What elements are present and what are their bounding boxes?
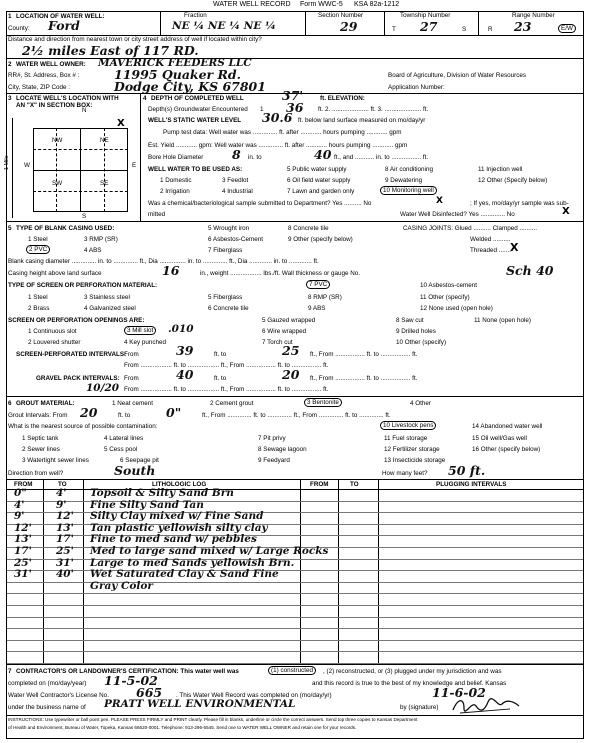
- spi-from-label: From: [124, 351, 139, 358]
- use-5[interactable]: 5 Public water supply: [287, 166, 347, 173]
- grout-2[interactable]: 2 Cement grout: [210, 400, 254, 407]
- spi-to-label: ft. to: [214, 351, 227, 358]
- log-row-description[interactable]: Topsoil & Silty Sand Brn: [90, 487, 234, 499]
- bore-rest: ft., and ........... in. to ................. ft.: [334, 154, 429, 161]
- county-value[interactable]: Ford: [48, 18, 80, 33]
- groundwater-value[interactable]: 36: [286, 100, 304, 115]
- north-label: N: [82, 107, 87, 114]
- license-label: Water Well Contractor's License No.: [8, 692, 109, 699]
- locate-label-1: LOCATE WELL'S LOCATION WITH: [16, 95, 119, 102]
- log-row-description[interactable]: Fine to med sand w/ pebbles: [90, 533, 257, 546]
- signature-mark: [450, 694, 522, 716]
- use-label: WELL WATER TO BE USED AS:: [148, 166, 243, 173]
- opening-6[interactable]: 6 Wire wrapped: [262, 328, 307, 335]
- screen-5[interactable]: 5 Fiberglass: [208, 294, 243, 301]
- groundwater-label: Depth(s) Groundwater Encountered: [148, 106, 248, 113]
- contam-14[interactable]: 14 Abandoned water well: [472, 423, 543, 430]
- csz-value[interactable]: Dodge City, KS 67801: [114, 79, 266, 94]
- gpi-from-value[interactable]: 40: [176, 367, 194, 382]
- opening-3-circled[interactable]: 3 Mill slot: [124, 327, 156, 334]
- township-label: Township Number: [400, 12, 451, 19]
- grout-from-value[interactable]: 20: [80, 405, 98, 420]
- spi-to-value[interactable]: 25: [282, 343, 300, 358]
- how-many-feet-value[interactable]: 50 ft.: [448, 463, 486, 478]
- bore-to-value[interactable]: 40: [314, 147, 332, 162]
- certification-rest: , (2) reconstructed, or (3) plugged under my jurisdiction and was: [323, 668, 502, 675]
- mile-label: 1 Mile: [4, 155, 10, 170]
- log-row-description[interactable]: Med to large sand mixed w/ Large Rocks: [90, 545, 329, 557]
- ksa-number: KSA 82a-1212: [354, 1, 400, 8]
- log-row-from[interactable]: 9': [14, 510, 25, 523]
- casing-7[interactable]: 7 Fiberglass: [208, 247, 243, 254]
- license-rest: . This Water Well Record was completed on (mo/day/yr): [176, 692, 332, 699]
- bore-in: in. to: [248, 154, 262, 161]
- log-rule: [7, 605, 583, 606]
- casing-6[interactable]: 6 Asbestos-Cement: [208, 236, 263, 243]
- log-rule: [7, 651, 583, 652]
- grout-to-label: ft. to: [118, 412, 131, 419]
- log-rule: [7, 640, 583, 641]
- sw-label: SW: [52, 180, 63, 187]
- gauge-value[interactable]: Sch 40: [506, 263, 554, 278]
- section-7-number: 7: [8, 668, 12, 675]
- gpi-from-label: From: [124, 375, 139, 382]
- groundwater-rest: ft. 2. ..................... ft. 3. ..................... ft.: [318, 106, 429, 113]
- plug-to-header: TO: [350, 481, 359, 488]
- contam-6[interactable]: 6 Seepage pit: [120, 457, 159, 464]
- use-8[interactable]: 8 Air conditioning: [385, 166, 433, 173]
- grout-1[interactable]: 1 Neat cement: [112, 400, 153, 407]
- depth-value[interactable]: 37': [282, 88, 304, 103]
- casing-1[interactable]: 1 Steel: [28, 236, 48, 243]
- static-value[interactable]: 30.6: [262, 110, 293, 125]
- use-3[interactable]: 3 Feedlot: [222, 177, 249, 184]
- use-7[interactable]: 7 Lawn and garden only: [287, 188, 355, 195]
- range-value[interactable]: 23: [514, 19, 532, 34]
- distance-label: Distance and direction from nearest town or city street address of well if located within city?: [8, 36, 262, 43]
- log-rule: [7, 593, 583, 594]
- location-x-mark: X: [117, 118, 125, 129]
- gpi-to-value[interactable]: 20: [282, 367, 300, 382]
- chem-question: Was a chemical/bacteriological sample submitted to Department? Yes .......... No: [148, 200, 372, 207]
- contam-10-circled[interactable]: 10 Livestock pens: [380, 422, 436, 429]
- fraction-value[interactable]: NE ¼ NE ¼ NE ¼: [172, 20, 276, 32]
- completed-on-value[interactable]: 11-5-02: [104, 673, 158, 688]
- csz-label: City, State, ZIP Code :: [8, 84, 71, 91]
- section-number-label: Section Number: [318, 12, 364, 19]
- threaded-label: Threaded .......: [470, 247, 511, 254]
- log-row-description[interactable]: Fine Silty Sand Tan: [90, 498, 204, 511]
- log-row-from[interactable]: 31': [14, 568, 32, 581]
- opening-2[interactable]: 2 Louvered shutter: [28, 339, 81, 346]
- contam-3[interactable]: 3 Watertight sewer lines: [22, 457, 89, 464]
- static-rest: ft. below land surface measured on mo/day/yr: [298, 117, 426, 124]
- chem-rest: ; If yes, mo/day/yr sample was sub-: [470, 200, 569, 207]
- log-row-to[interactable]: 17': [56, 533, 74, 546]
- nw-label: NW: [52, 137, 63, 144]
- contam-4[interactable]: 4 Lateral lines: [104, 435, 144, 442]
- log-row-from[interactable]: 25': [14, 556, 32, 569]
- instructions-line-1: INSTRUCTIONS: Use typewriter or ball point pen. PLEASE PRESS FIRMLY and PRINT clearly. Please fill in blanks, underline or circle the correct answers. Send top three copies to Kansas Department: [8, 717, 418, 722]
- screen-10[interactable]: 10 Asbestos-cement: [420, 282, 478, 289]
- section-3-number: 3: [8, 95, 12, 102]
- gpi-row-2: From .................. ft. to .................. ft., From ................. ft. to ................. ft.: [124, 386, 329, 393]
- log-rule: [7, 628, 583, 629]
- casing-joints: CASING JOINTS: Glued .......... Clamped ..........: [403, 225, 538, 232]
- completed-on-label: completed on (mo/day/year): [8, 680, 87, 687]
- grout-to-value[interactable]: 0": [166, 405, 182, 420]
- log-row-to[interactable]: 31': [56, 556, 74, 569]
- grout-4[interactable]: 4 Other: [410, 400, 431, 407]
- screen-intervals-label: SCREEN-PERFORATED INTERVALS:: [16, 351, 127, 358]
- business-name-value[interactable]: PRATT WELL ENVIRONMENTAL: [104, 698, 296, 710]
- screen-7-circled[interactable]: 7 PVC: [306, 281, 330, 288]
- log-row-to[interactable]: 25': [56, 545, 74, 557]
- casing-3[interactable]: 3 RMP (SR): [84, 236, 118, 243]
- log-to-header: TO: [58, 481, 67, 488]
- chem-no-x: X: [436, 196, 443, 206]
- section-6-number: 6: [8, 400, 12, 407]
- direction-label: Direction from well?: [8, 470, 64, 477]
- casing-label: TYPE OF BLANK CASING USED:: [16, 225, 115, 232]
- locate-label-2: AN "X" IN SECTION BOX:: [16, 102, 93, 109]
- south-label: S: [82, 213, 87, 220]
- contam-12[interactable]: 12 Fertilizer storage: [384, 446, 440, 453]
- contam-8[interactable]: 8 Sewage lagoon: [258, 446, 307, 453]
- opening-9[interactable]: 9 Drilled holes: [396, 328, 436, 335]
- grout-intervals-label: Grout Intervals: From: [8, 412, 68, 419]
- se-label: SE: [100, 180, 109, 187]
- location-label: LOCATION OF WATER WELL:: [16, 13, 105, 20]
- constructed-circled[interactable]: (1) constructed: [268, 667, 316, 674]
- screen-material-label: TYPE OF SCREEN OR PERFORATION MATERIAL:: [8, 282, 158, 289]
- plugging-intervals-header: PLUGGING INTERVALS: [436, 481, 507, 488]
- gpi-to-label: ft. to: [214, 375, 227, 382]
- township-s: S: [462, 26, 467, 33]
- bore-label: Bore Hole Diameter: [148, 154, 204, 161]
- screen-11[interactable]: 11 Other (specify): [420, 294, 470, 301]
- contam-7[interactable]: 7 Pit privy: [258, 435, 286, 442]
- disinfected-no-x: X: [562, 206, 570, 217]
- log-from-header: FROM: [14, 481, 33, 488]
- grout-rest: ft., From .............. ft. to .............. ft., From .............. ft. to .............. ft.: [202, 412, 391, 419]
- section-2-number: 2: [8, 61, 12, 68]
- log-row-description[interactable]: Silty Clay mixed w/ Fine Sand: [90, 510, 264, 523]
- casing-height-label: Casing height above land surface: [8, 270, 102, 277]
- lithologic-log-header: LITHOLOGIC LOG: [152, 481, 207, 488]
- gravel-size-value[interactable]: 10/20: [86, 382, 120, 394]
- contam-5[interactable]: 5 Cess pool: [104, 446, 138, 453]
- application-number-label: Application Number:: [388, 84, 445, 91]
- welded-label: Welded ..........: [470, 236, 511, 243]
- gravel-intervals-label: GRAVEL PACK INTERVALS:: [36, 375, 120, 382]
- log-row-from[interactable]: 13': [14, 533, 32, 546]
- mitted-label: mitted: [148, 211, 166, 218]
- ne-label: NE: [100, 137, 109, 144]
- use-9[interactable]: 9 Dewatering: [385, 177, 423, 184]
- plug-from-header: FROM: [310, 481, 329, 488]
- spi-rest: ft., From ................. ft. to ................. ft.: [310, 351, 418, 358]
- log-row-from[interactable]: 17': [14, 545, 32, 557]
- casing-5[interactable]: 5 Wrought iron: [208, 225, 250, 232]
- spi-from-value[interactable]: 39: [176, 343, 194, 358]
- log-row-from[interactable]: 12': [14, 521, 32, 534]
- groundwater-1: 1: [260, 106, 264, 113]
- contam-16[interactable]: 16 Other (specify below): [472, 446, 541, 453]
- license-value[interactable]: 665: [136, 685, 163, 700]
- address-value[interactable]: 11995 Quaker Rd.: [114, 67, 241, 82]
- openings-label: SCREEN OR PERFORATION OPENINGS ARE:: [8, 317, 145, 324]
- use-1[interactable]: 1 Domestic: [160, 177, 192, 184]
- elevation-label: ft. ELEVATION:: [320, 95, 365, 102]
- section-5-number: 5: [8, 225, 12, 232]
- direction-value[interactable]: South: [114, 463, 156, 478]
- contam-15[interactable]: 15 Oil well/Gas well: [472, 435, 527, 442]
- casing-height-value[interactable]: 16: [162, 263, 180, 278]
- owner-value[interactable]: MAVERICK FEEDERS LLC: [98, 57, 252, 69]
- instructions-line-2: of Health and Environment, Bureau of Water, Topeka, Kansas 66620-0001. Telephone: 913-296-5545. Send one to WATER WELL OWNER and retain one for your records.: [8, 725, 357, 730]
- opening-10[interactable]: 10 Other (specify): [396, 339, 447, 346]
- log-row-to[interactable]: 40': [56, 568, 74, 581]
- board-label: Board of Agriculture, Division of Water Resources: [388, 72, 527, 79]
- use-6[interactable]: 6 Oil field water supply: [287, 177, 351, 184]
- disinfected-question: Water Well Disinfected? Yes .............. No: [400, 211, 515, 218]
- est-yield: Est. Yield ............ gpm: Well water was .............. ft. after ............ hours pumping ............ gpm: [148, 142, 408, 149]
- opening-7[interactable]: 7 Torch cut: [262, 339, 293, 346]
- record-date-value[interactable]: 11-6-02: [432, 685, 486, 700]
- log-row-from[interactable]: 4': [14, 498, 25, 511]
- blank-casing-diameter: Blank casing diameter .............. in. to .............. ft., Dia ............... in. to .............. ft., Dia ............. in. to ............. ft.: [8, 258, 319, 265]
- use-2[interactable]: 2 Irrigation: [160, 188, 190, 195]
- section-box-grid[interactable]: [33, 128, 128, 212]
- grout-3-circled[interactable]: 3 Bentonite: [304, 399, 342, 406]
- log-row-to[interactable]: 9': [56, 498, 67, 511]
- casing-4[interactable]: 4 ABS: [84, 247, 102, 254]
- depth-label: DEPTH OF COMPLETED WELL: [151, 95, 244, 102]
- log-row-to[interactable]: 4': [56, 487, 67, 499]
- opening-1[interactable]: 1 Continuous slot: [28, 328, 77, 335]
- section-1-number: 1: [8, 13, 12, 20]
- signature-label: by (signature): [400, 704, 439, 711]
- casing-2-circled[interactable]: 2 PVC: [26, 246, 50, 253]
- threaded-x: X: [510, 241, 519, 254]
- contam-11[interactable]: 11 Fuel storage: [384, 435, 428, 442]
- casing-9[interactable]: 9 Other (specify below): [288, 236, 353, 243]
- how-many-feet-label: How many feet?: [382, 470, 428, 477]
- screen-4[interactable]: 4 Galvanized steel: [84, 305, 136, 312]
- screen-12[interactable]: 12 None used (open hole): [420, 305, 493, 312]
- contam-1[interactable]: 1 Septic tank: [22, 435, 59, 442]
- log-rule: [7, 617, 583, 618]
- county-label: County:: [8, 25, 30, 32]
- address-label: RR#, St. Address, Box # :: [8, 72, 80, 79]
- casing-height-rest: in., weight .................. lbs./ft. Wall thickness or gauge No.: [200, 270, 361, 277]
- east-label: E: [132, 162, 137, 169]
- screen-2[interactable]: 2 Brass: [28, 305, 50, 312]
- static-label: WELL'S STATIC WATER LEVEL: [148, 117, 242, 124]
- range-label: Range Number: [512, 12, 555, 19]
- log-row-description[interactable]: Large to med Sands yellowish Brn.: [90, 556, 295, 569]
- pump-test: Pump test data: Well water was .............. ft. after ............ hours pumping ............ gpm: [163, 129, 402, 136]
- screen-3[interactable]: 3 Stainless steel: [84, 294, 130, 301]
- use-4[interactable]: 4 Industrial: [222, 188, 253, 195]
- contamination-label: What is the nearest source of possible contamination:: [8, 423, 158, 430]
- screen-9[interactable]: 9 ABS: [308, 305, 326, 312]
- business-name-label: under the business name of: [8, 704, 86, 711]
- use-12[interactable]: 12 Other (Specify below): [478, 177, 548, 184]
- section-4-number: 4: [143, 95, 147, 102]
- log-row-from[interactable]: 0": [14, 487, 27, 499]
- opening-11[interactable]: 11 None (open hole): [474, 317, 531, 324]
- completed-rest: and this record is true to the best of my knowledge and belief. Kansas: [312, 680, 507, 687]
- form-number: Form WWC-5: [300, 1, 343, 8]
- contam-9[interactable]: 9 Feedyard: [258, 457, 290, 464]
- opening-4[interactable]: 4 Key punched: [124, 339, 167, 346]
- log-row-description[interactable]: Tan plastic yellowish silty clay: [90, 521, 268, 534]
- contam-13[interactable]: 13 Insecticide storage: [384, 457, 446, 464]
- township-value[interactable]: 27: [420, 19, 438, 34]
- west-label: W: [24, 162, 30, 169]
- casing-8[interactable]: 8 Concrete tile: [288, 225, 329, 232]
- log-row-description[interactable]: Gray Color: [90, 579, 153, 592]
- bore-value[interactable]: 8: [232, 147, 241, 162]
- distance-value[interactable]: 2½ miles East of 117 RD.: [22, 43, 199, 58]
- form-title: WATER WELL RECORD: [213, 1, 291, 8]
- log-row-to[interactable]: 13': [56, 521, 74, 534]
- screen-8[interactable]: 8 RMP (SR): [308, 294, 342, 301]
- range-ew: E/W: [558, 25, 576, 32]
- log-row-description[interactable]: Wet Saturated Clay & Sand Fine: [90, 568, 279, 581]
- screen-1[interactable]: 1 Steel: [28, 294, 48, 301]
- screen-6[interactable]: 6 Concrete tile: [208, 305, 249, 312]
- section-number-value[interactable]: 29: [340, 19, 358, 34]
- certification-label: CONTRACTOR'S OR LANDOWNER'S CERTIFICATION: This water well was: [16, 668, 239, 675]
- use-11[interactable]: 11 Injection well: [478, 166, 523, 173]
- opening-8[interactable]: 8 Saw cut: [396, 317, 424, 324]
- slot-size-value[interactable]: .010: [168, 323, 194, 335]
- owner-label: WATER WELL OWNER:: [16, 61, 86, 68]
- opening-5[interactable]: 5 Gauzed wrapped: [262, 317, 316, 324]
- log-row-to[interactable]: 12': [56, 510, 74, 523]
- fraction-label: Fraction: [184, 12, 207, 19]
- range-r: R: [488, 26, 493, 33]
- township-t: T: [392, 26, 396, 33]
- contam-2[interactable]: 2 Sewer lines: [22, 446, 60, 453]
- grout-label: GROUT MATERIAL:: [16, 400, 75, 407]
- use-10-circled[interactable]: 10 Monitoring well: [380, 187, 437, 194]
- gpi-rest: ft., From ................. ft. to ................. ft.: [310, 375, 418, 382]
- spi-row-2: From .................. ft. to .................. ft., From ................. ft. to ................. ft.: [124, 362, 329, 369]
